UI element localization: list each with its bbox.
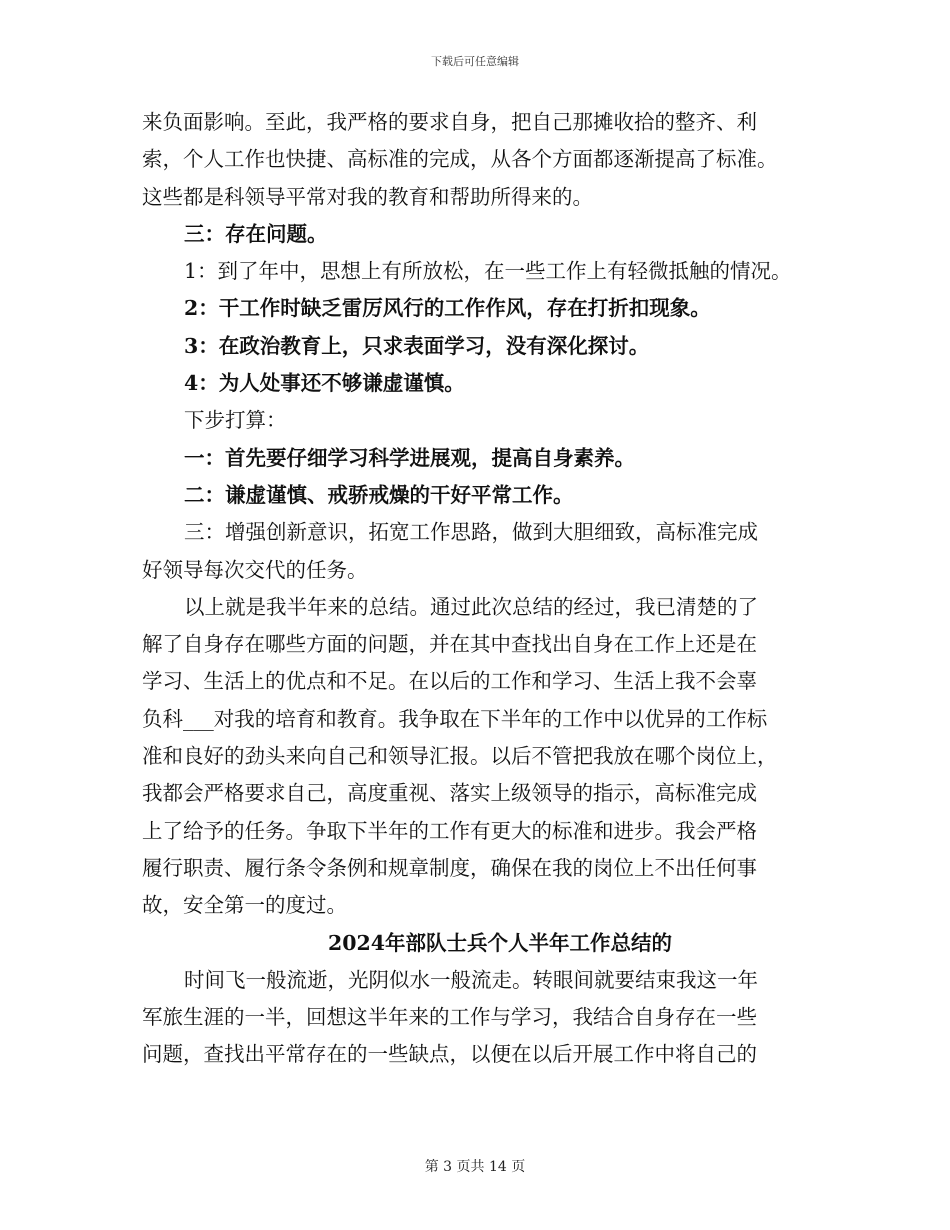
body-line: 学习、生活上的优点和不足。在以后的工作和学习、生活上我不会辜 [142,669,757,694]
body-line: 上了给予的任务。争取下半年的工作有更大的标准和进步。我会严格 [142,818,757,843]
body-line: 时间飞一般流逝，光阴似水一般流走。转眼间就要结束我这一年 [184,967,758,992]
list-item: 二：谦虚谨慎、戒骄戒燥的干好平常工作。 [184,482,574,507]
section-heading: 下步打算： [184,408,287,433]
list-item: 三：增强创新意识，拓宽工作思路，做到大胆细致，高标准完成 [184,520,758,545]
list-item: 4：为人处事还不够谦虚谨慎。 [184,371,465,396]
section-heading: 三：存在问题。 [184,221,328,246]
list-item: 3：在政治教育上，只求表面学习，没有深化探讨。 [184,333,650,358]
body-line: 解了自身存在哪些方面的问题，并在其中查找出自身在工作上还是在 [142,632,757,657]
body-line: 我都会严格要求自己，高度重视、落实上级领导的指示，高标准完成 [142,781,757,806]
body-line: 准和良好的劲头来向自己和领导汇报。以后不管把我放在哪个岗位上， [142,744,778,769]
list-item: 1：到了年中，思想上有所放松，在一些工作上有轻微抵触的情况。 [184,259,792,284]
body-line: 履行职责、履行条令条例和规章制度，确保在我的岗位上不出任何事 [142,855,757,880]
page-header: 下载后可任意编辑 [431,55,519,68]
body-line: 问题，查找出平常存在的一些缺点，以便在以后开展工作中将自己的 [142,1042,757,1067]
body-line: 来负面影响。至此，我严格的要求自身，把自己那摊收拾的整齐、利 [142,110,757,134]
list-item: 一：首先要仔细学习科学进展观，提高自身素养。 [184,445,635,470]
body-line: 以上就是我半年来的总结。通过此次总结的经过，我已清楚的了 [184,594,758,619]
document-body [142,104,822,1074]
document-title: 2024年部队士兵个人半年工作总结的 [327,930,673,955]
body-line: 故，安全第一的度过。 [142,893,347,918]
list-item: 2：干工作时缺乏雷厉风行的工作作风，存在打折扣现象。 [184,296,711,321]
body-line: 军旅生涯的一半，回想这半年来的工作与学习，我结合自身存在一些 [142,1005,757,1030]
page-number: 第 3 页共 14 页 [424,1159,526,1175]
body-line: 索，个人工作也快捷、高标准的完成，从各个方面都逐渐提高了标准。 [142,147,778,172]
body-line: 这些都是科领导平常对我的教育和帮助所得来的。 [142,184,593,209]
body-line: 好领导每次交代的任务。 [142,557,368,582]
body-line: 负科___对我的培育和教育。我争取在下半年的工作中以优异的工作标 [142,706,768,731]
